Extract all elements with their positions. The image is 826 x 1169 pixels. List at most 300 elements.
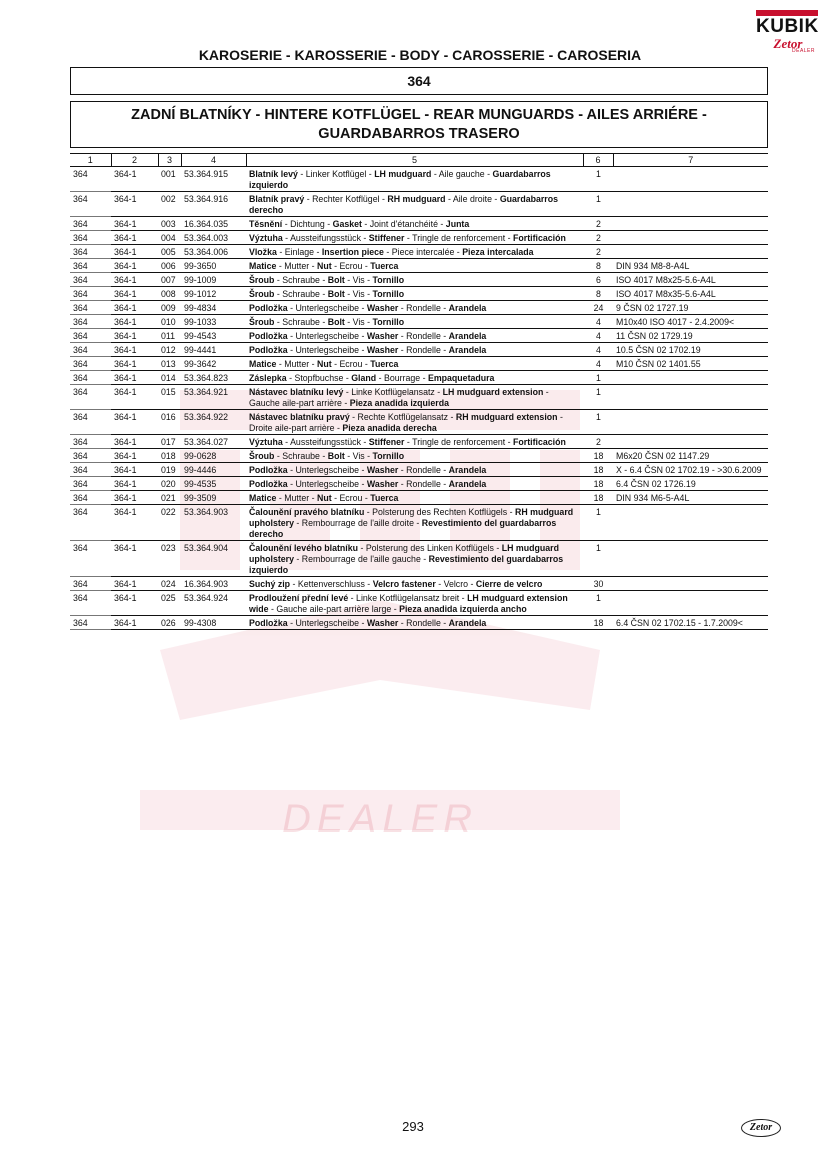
cell-c3: 002 — [158, 192, 181, 217]
description-part: Arandela — [448, 465, 487, 475]
cell-c7 — [613, 435, 768, 449]
description-part: Tuerca — [370, 359, 399, 369]
cell-c2: 364-1 — [111, 477, 158, 491]
cell-c7 — [613, 371, 768, 385]
cell-c4: 53.364.904 — [181, 541, 246, 577]
table-row — [70, 616, 768, 630]
table-row — [70, 591, 768, 616]
cell-c7: 10.5 ČSN 02 1702.19 — [613, 343, 768, 357]
description-part: Washer — [366, 303, 399, 313]
cell-c1: 364 — [70, 371, 111, 385]
cell-description — [246, 505, 583, 541]
table-row — [70, 477, 768, 491]
description-part: Výztuha — [249, 233, 283, 243]
cell-c2: 364-1 — [111, 410, 158, 435]
description-part: LH mudguard extension wide — [249, 593, 568, 614]
cell-c1: 364 — [70, 410, 111, 435]
cell-c7 — [613, 577, 768, 591]
cell-c1: 364 — [70, 357, 111, 371]
cell-c4: 16.364.035 — [181, 217, 246, 231]
cell-c4: 99-1012 — [181, 287, 246, 301]
cell-c2: 364-1 — [111, 259, 158, 273]
cell-c7: ISO 4017 M8x35-5.6-A4L — [613, 287, 768, 301]
description-part: - Gauche aile-part arrière large - — [268, 604, 400, 614]
cell-c4: 53.364.924 — [181, 591, 246, 616]
description-part: Podložka — [249, 345, 288, 355]
cell-c6: 4 — [583, 315, 613, 329]
description-part: - Ecrou - — [331, 493, 371, 503]
cell-c2: 364-1 — [111, 231, 158, 245]
table-row — [70, 259, 768, 273]
cell-description — [246, 287, 583, 301]
cell-c6: 18 — [583, 463, 613, 477]
table-row — [70, 541, 768, 577]
cell-c2: 364-1 — [111, 245, 158, 259]
description-part: - Polsterung des Linken Kotflügels - — [358, 543, 502, 553]
description-part: Nut — [316, 359, 332, 369]
description-part: Tornillo — [372, 275, 405, 285]
description-part: - Schraube - — [274, 451, 328, 461]
table-row — [70, 245, 768, 259]
cell-c2: 364-1 — [111, 491, 158, 505]
cell-c3: 003 — [158, 217, 181, 231]
cell-c6: 1 — [583, 541, 613, 577]
cell-c1: 364 — [70, 301, 111, 315]
cell-c4: 53.364.027 — [181, 435, 246, 449]
description-part: Tuerca — [370, 493, 399, 503]
description-part: - Rondelle - — [398, 303, 449, 313]
description-part: - Rembourrage de l'aille droite - — [293, 518, 422, 528]
description-part: Šroub — [249, 289, 275, 299]
cell-c3: 024 — [158, 577, 181, 591]
cell-c2: 364-1 — [111, 577, 158, 591]
cell-c3: 023 — [158, 541, 181, 577]
cell-c6: 1 — [583, 167, 613, 192]
cell-c3: 019 — [158, 463, 181, 477]
cell-c6: 1 — [583, 371, 613, 385]
description-part: Tornillo — [372, 451, 405, 461]
description-part: Nástavec blatníku levý — [249, 387, 344, 397]
cell-c3: 026 — [158, 616, 181, 630]
description-part: - Mutter - — [276, 261, 317, 271]
description-part: - Ecrou - — [331, 261, 371, 271]
table-row — [70, 301, 768, 315]
table-row — [70, 231, 768, 245]
cell-c6: 8 — [583, 287, 613, 301]
description-part: Tornillo — [372, 289, 405, 299]
table-row — [70, 273, 768, 287]
cell-c4: 53.364.921 — [181, 385, 246, 410]
cell-c4: 99-1033 — [181, 315, 246, 329]
cell-c2: 364-1 — [111, 463, 158, 477]
cell-c6: 1 — [583, 591, 613, 616]
cell-c3: 004 — [158, 231, 181, 245]
description-part: Washer — [366, 345, 399, 355]
description-part: Podložka — [249, 303, 288, 313]
description-part: - Joint d'étanchéité - — [361, 219, 446, 229]
table-row — [70, 287, 768, 301]
page-title: KAROSERIE - KAROSSERIE - BODY - CAROSSERIE - CAROSERIA — [198, 47, 642, 63]
description-part: Arandela — [448, 345, 487, 355]
description-part: - Linke Kotflügelansatz - — [343, 387, 443, 397]
table-row — [70, 329, 768, 343]
cell-c6: 8 — [583, 259, 613, 273]
description-part: Těsnění — [249, 219, 283, 229]
description-part: Washer — [366, 331, 399, 341]
cell-c1: 364 — [70, 491, 111, 505]
description-part: Podložka — [249, 618, 288, 628]
cell-c1: 364 — [70, 245, 111, 259]
description-part: - Unterlegscheibe - — [287, 345, 367, 355]
cell-description — [246, 463, 583, 477]
description-part: - Unterlegscheibe - — [287, 618, 367, 628]
cell-c1: 364 — [70, 273, 111, 287]
cell-c1: 364 — [70, 477, 111, 491]
description-part: - Aile droite - — [445, 194, 500, 204]
description-part: - Piece intercalée - — [383, 247, 463, 257]
cell-c1: 364 — [70, 463, 111, 477]
cell-c1: 364 — [70, 541, 111, 577]
description-part: Pieza anadida izquierda ancho — [399, 604, 527, 614]
cell-c1: 364 — [70, 616, 111, 630]
cell-c2: 364-1 — [111, 435, 158, 449]
cell-c4: 16.364.903 — [181, 577, 246, 591]
cell-c6: 18 — [583, 491, 613, 505]
description-part: - Dichtung - — [282, 219, 333, 229]
description-part: Pieza anadida derecha — [342, 423, 437, 433]
description-part: Blatník levý — [249, 169, 298, 179]
cell-c3: 022 — [158, 505, 181, 541]
description-part: - Rondelle - — [398, 465, 449, 475]
description-part: - Tringle de renforcement - — [404, 437, 514, 447]
cell-c7: M10x40 ISO 4017 - 2.4.2009< — [613, 315, 768, 329]
cell-c2: 364-1 — [111, 449, 158, 463]
description-part: Fortificación — [513, 437, 566, 447]
description-part: Čalounění levého blatníku — [249, 543, 358, 553]
cell-c3: 005 — [158, 245, 181, 259]
cell-c6: 4 — [583, 329, 613, 343]
cell-c7: ISO 4017 M8x25-5.6-A4L — [613, 273, 768, 287]
description-part: Empaquetadura — [427, 373, 495, 383]
cell-description — [246, 315, 583, 329]
description-part: - Stopfbuchse - — [286, 373, 352, 383]
cell-c3: 018 — [158, 449, 181, 463]
table-row — [70, 385, 768, 410]
description-part: Blatník pravý — [249, 194, 305, 204]
column-header: 7 — [613, 154, 768, 167]
description-part: - Schraube - — [274, 275, 328, 285]
cell-c6: 2 — [583, 231, 613, 245]
description-part: Velcro fastener — [372, 579, 436, 589]
cell-description — [246, 343, 583, 357]
description-part: Cierre de velcro — [475, 579, 543, 589]
description-part: Junta — [445, 219, 470, 229]
cell-c2: 364-1 — [111, 167, 158, 192]
description-part: LH mudguard extension — [442, 387, 544, 397]
description-part: Guardabarros izquierdo — [249, 169, 551, 190]
description-part: Washer — [366, 618, 399, 628]
cell-description — [246, 301, 583, 315]
logo-brand-text: KUBIK — [756, 16, 819, 37]
description-part: Washer — [366, 465, 399, 475]
description-part: Šroub — [249, 451, 275, 461]
cell-c7 — [613, 167, 768, 192]
description-part: Washer — [366, 479, 399, 489]
description-part: Šroub — [249, 317, 275, 327]
cell-c7: X - 6.4 ČSN 02 1702.19 - >30.6.2009 — [613, 463, 768, 477]
cell-c2: 364-1 — [111, 505, 158, 541]
cell-c3: 020 — [158, 477, 181, 491]
parts-table — [70, 153, 768, 630]
cell-c7: 6.4 ČSN 02 1702.15 - 1.7.2009< — [613, 616, 768, 630]
cell-c7 — [613, 245, 768, 259]
cell-c4: 99-4308 — [181, 616, 246, 630]
description-part: Šroub — [249, 275, 275, 285]
cell-c1: 364 — [70, 287, 111, 301]
description-part: Čalounění pravého blatníku — [249, 507, 365, 517]
cell-c6: 2 — [583, 435, 613, 449]
cell-c6: 30 — [583, 577, 613, 591]
cell-c4: 99-1009 — [181, 273, 246, 287]
column-header: 6 — [583, 154, 613, 167]
cell-description — [246, 245, 583, 259]
cell-c6: 18 — [583, 616, 613, 630]
description-part: Pieza anadida izquierda — [349, 398, 449, 408]
cell-c4: 99-4441 — [181, 343, 246, 357]
cell-c6: 18 — [583, 449, 613, 463]
watermark-dealer-text: DEALER — [281, 797, 479, 841]
description-part: Podložka — [249, 465, 288, 475]
table-row — [70, 343, 768, 357]
column-header: 3 — [158, 154, 181, 167]
description-part: Bolt — [327, 451, 345, 461]
cell-c1: 364 — [70, 192, 111, 217]
cell-description — [246, 273, 583, 287]
cell-c4: 53.364.916 — [181, 192, 246, 217]
description-part: Stiffener — [368, 233, 405, 243]
cell-c4: 53.364.003 — [181, 231, 246, 245]
description-part: Tuerca — [370, 261, 399, 271]
description-part: Stiffener — [368, 437, 405, 447]
column-header: 4 — [181, 154, 246, 167]
cell-c7: DIN 934 M6-5-A4L — [613, 491, 768, 505]
section-heading: ZADNÍ BLATNÍKY - HINTERE KOTFLÜGEL - REAR MUNGUARDS - AILES ARRIÉRE - GUARDABARROS TRASERO — [70, 101, 768, 148]
cell-c6: 1 — [583, 505, 613, 541]
cell-c1: 364 — [70, 315, 111, 329]
cell-c6: 1 — [583, 385, 613, 410]
cell-c6: 2 — [583, 245, 613, 259]
cell-c7 — [613, 410, 768, 435]
description-part: - Einlage - — [276, 247, 322, 257]
description-part: - Tringle de renforcement - — [404, 233, 514, 243]
description-part: - Linker Kotflügel - — [297, 169, 375, 179]
cell-c3: 006 — [158, 259, 181, 273]
description-part: - Aussteifungsstück - — [282, 437, 369, 447]
cell-c6: 4 — [583, 343, 613, 357]
cell-c7: DIN 934 M8-8-A4L — [613, 259, 768, 273]
description-part: - Rembourrage de l'aille gauche - — [293, 554, 429, 564]
cell-c1: 364 — [70, 435, 111, 449]
cell-description — [246, 477, 583, 491]
cell-c1: 364 — [70, 217, 111, 231]
cell-c3: 001 — [158, 167, 181, 192]
cell-c2: 364-1 — [111, 357, 158, 371]
cell-c2: 364-1 — [111, 315, 158, 329]
cell-c4: 99-3642 — [181, 357, 246, 371]
table-row — [70, 463, 768, 477]
cell-description — [246, 541, 583, 577]
description-part: - Schraube - — [274, 317, 328, 327]
cell-c3: 010 — [158, 315, 181, 329]
description-part: Bolt — [327, 275, 345, 285]
description-part: - Unterlegscheibe - — [287, 479, 367, 489]
description-part: - Mutter - — [276, 493, 317, 503]
description-part: Bolt — [327, 289, 345, 299]
cell-c6: 1 — [583, 192, 613, 217]
cell-c4: 99-3650 — [181, 259, 246, 273]
table-row — [70, 217, 768, 231]
description-part: Pieza intercalada — [462, 247, 534, 257]
description-part: LH mudguard — [374, 169, 432, 179]
cell-description — [246, 616, 583, 630]
cell-description — [246, 329, 583, 343]
cell-c3: 021 — [158, 491, 181, 505]
description-part: Arandela — [448, 618, 487, 628]
section-number: 364 — [70, 67, 768, 95]
table-row — [70, 410, 768, 435]
cell-description — [246, 167, 583, 192]
description-part: Matice — [249, 261, 277, 271]
cell-c2: 364-1 — [111, 273, 158, 287]
cell-c1: 364 — [70, 259, 111, 273]
cell-c3: 014 — [158, 371, 181, 385]
cell-c4: 53.364.922 — [181, 410, 246, 435]
description-part: - Unterlegscheibe - — [287, 465, 367, 475]
description-part: - Droite aile-part arrière - — [249, 412, 563, 433]
cell-c4: 99-4543 — [181, 329, 246, 343]
logo-dealer-text: DEALER — [792, 48, 816, 54]
cell-c1: 364 — [70, 343, 111, 357]
description-part: - Gauche aile-part arrière - — [249, 387, 549, 408]
description-part: Insertion piece — [321, 247, 384, 257]
description-part: - Rondelle - — [398, 345, 449, 355]
description-part: - Unterlegscheibe - — [287, 331, 367, 341]
cell-c2: 364-1 — [111, 343, 158, 357]
table-row — [70, 167, 768, 192]
cell-c1: 364 — [70, 329, 111, 343]
table-row — [70, 435, 768, 449]
table-row — [70, 449, 768, 463]
description-part: Matice — [249, 493, 277, 503]
cell-description — [246, 192, 583, 217]
description-part: Bolt — [327, 317, 345, 327]
cell-c1: 364 — [70, 167, 111, 192]
description-part: Matice — [249, 359, 277, 369]
description-part: - Unterlegscheibe - — [287, 303, 367, 313]
description-part: Suchý zip — [249, 579, 291, 589]
description-part: - Rechter Kotflügel - — [304, 194, 388, 204]
cell-c4: 99-4446 — [181, 463, 246, 477]
description-part: Fortificación — [513, 233, 566, 243]
description-part: Arandela — [448, 331, 487, 341]
cell-c2: 364-1 — [111, 287, 158, 301]
cell-c3: 007 — [158, 273, 181, 287]
cell-c4: 99-4535 — [181, 477, 246, 491]
cell-c7: 9 ČSN 02 1727.19 — [613, 301, 768, 315]
cell-description — [246, 217, 583, 231]
cell-c3: 016 — [158, 410, 181, 435]
description-part: - Rondelle - — [398, 331, 449, 341]
column-header: 1 — [70, 154, 111, 167]
cell-c1: 364 — [70, 591, 111, 616]
cell-c2: 364-1 — [111, 591, 158, 616]
cell-c2: 364-1 — [111, 301, 158, 315]
description-part: - Velcro - — [435, 579, 476, 589]
column-header: 5 — [246, 154, 583, 167]
cell-c2: 364-1 — [111, 385, 158, 410]
cell-c3: 013 — [158, 357, 181, 371]
cell-c6: 24 — [583, 301, 613, 315]
cell-description — [246, 385, 583, 410]
cell-c7 — [613, 591, 768, 616]
table-row — [70, 192, 768, 217]
description-part: - Rondelle - — [398, 618, 449, 628]
table-header-row — [70, 154, 768, 167]
description-part: - Ecrou - — [331, 359, 371, 369]
description-part: - Aile gauche - — [431, 169, 493, 179]
cell-c4: 53.364.915 — [181, 167, 246, 192]
cell-c7 — [613, 505, 768, 541]
description-part: RH mudguard extension — [455, 412, 558, 422]
description-part: Výztuha — [249, 437, 283, 447]
page-number: 293 — [402, 1119, 424, 1134]
description-part: Prodloužení přední levé — [249, 593, 349, 603]
cell-c3: 008 — [158, 287, 181, 301]
cell-description — [246, 410, 583, 435]
description-part: - Vis - — [344, 289, 373, 299]
description-part: Guardabarros derecho — [249, 194, 558, 215]
description-part: Nástavec blatníku pravý — [249, 412, 350, 422]
description-part: Nut — [316, 261, 332, 271]
cell-c3: 025 — [158, 591, 181, 616]
cell-c4: 99-4834 — [181, 301, 246, 315]
table-row — [70, 491, 768, 505]
cell-c7: M6x20 ČSN 02 1147.29 — [613, 449, 768, 463]
table-row — [70, 577, 768, 591]
description-part: Gasket — [332, 219, 362, 229]
cell-c7 — [613, 385, 768, 410]
description-part: Revestimiento del guardabarros izquierdo — [249, 554, 564, 575]
cell-c6: 2 — [583, 217, 613, 231]
cell-c3: 012 — [158, 343, 181, 357]
description-part: Podložka — [249, 479, 288, 489]
cell-c4: 99-3509 — [181, 491, 246, 505]
description-part: - Vis - — [344, 451, 373, 461]
cell-description — [246, 435, 583, 449]
description-part: Záslepka — [249, 373, 287, 383]
cell-c2: 364-1 — [111, 541, 158, 577]
cell-c2: 364-1 — [111, 371, 158, 385]
description-part: Vložka — [249, 247, 277, 257]
table-row — [70, 505, 768, 541]
cell-c1: 364 — [70, 385, 111, 410]
description-part: Gland — [351, 373, 377, 383]
cell-c6: 4 — [583, 357, 613, 371]
cell-c1: 364 — [70, 449, 111, 463]
table-row — [70, 371, 768, 385]
cell-description — [246, 577, 583, 591]
description-part: Arandela — [448, 303, 487, 313]
